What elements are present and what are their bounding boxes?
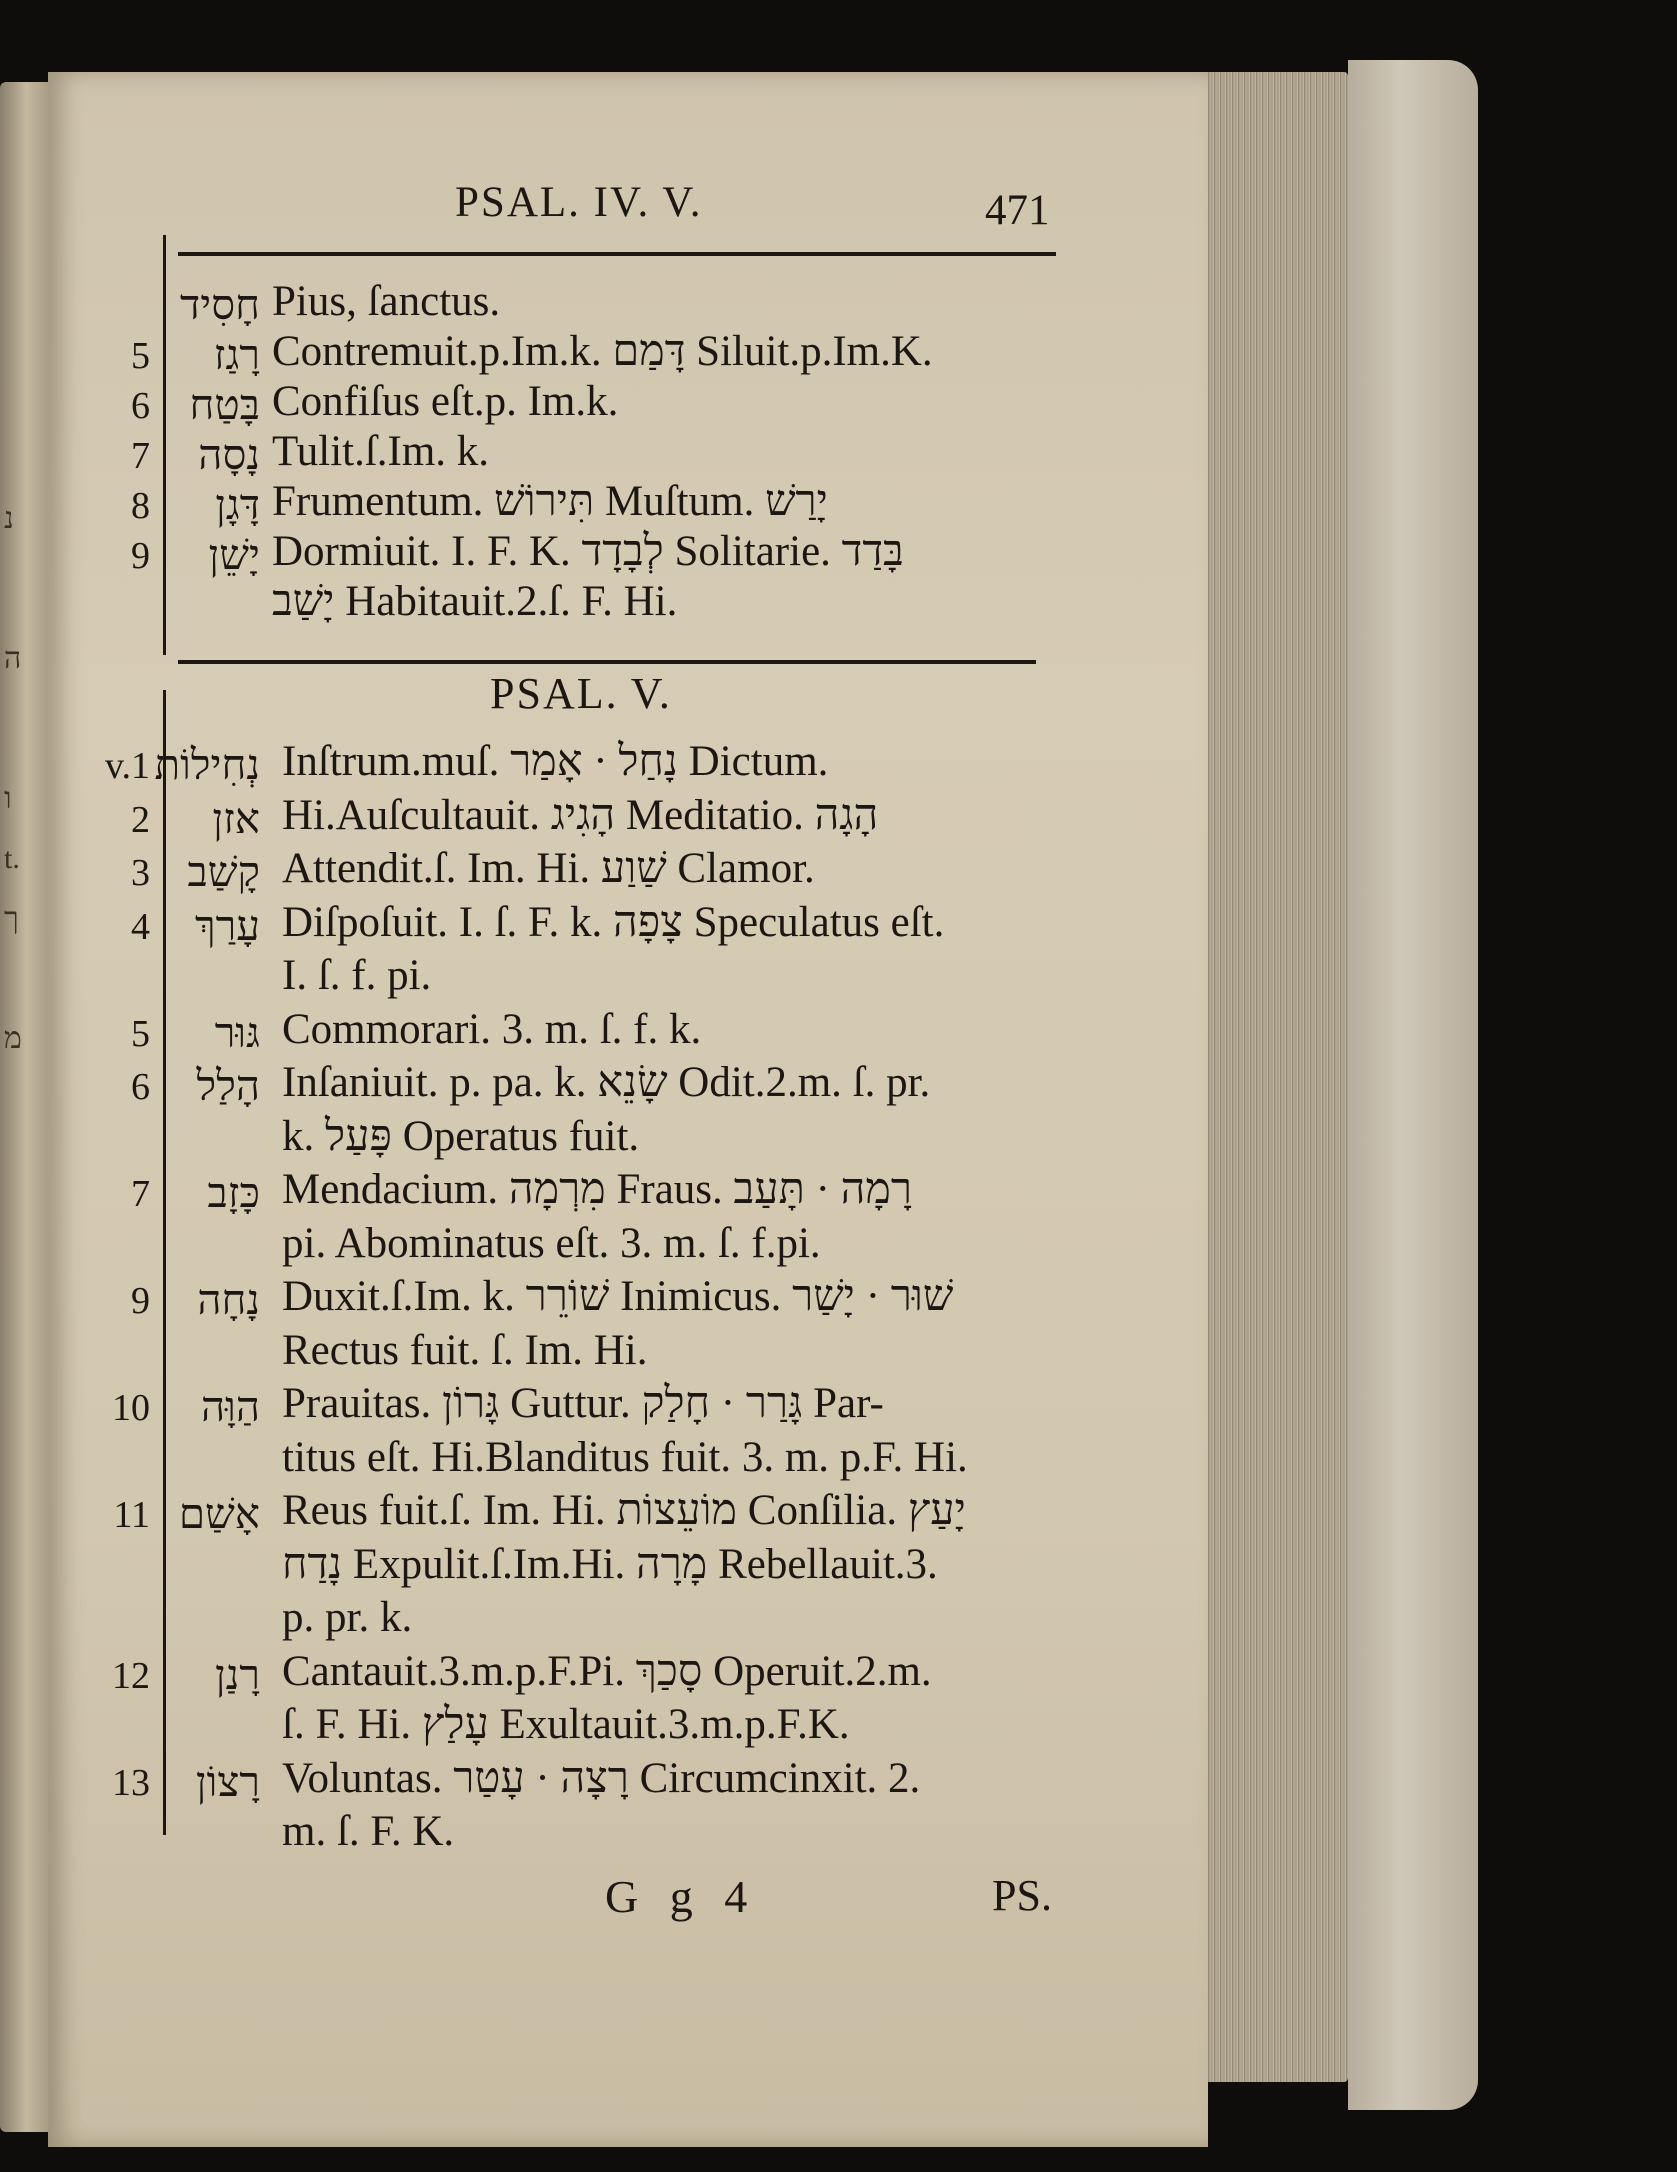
gloss-text: Inſaniuit. p. pa. k. שָׂנֵא Odit.2.m. ſ. pr. bbox=[282, 1059, 931, 1106]
prev-page-mark: מ bbox=[4, 1022, 22, 1055]
hebrew-headword: הָלַל bbox=[196, 1061, 260, 1110]
gloss-text: Dormiuit. I. F. K. לְבָדָד Solitarie. בָּדַד bbox=[272, 528, 904, 575]
verse-number: 10 bbox=[112, 1387, 150, 1429]
hebrew-headword: הַוָּה bbox=[200, 1382, 260, 1431]
verse-number: 9 bbox=[131, 535, 150, 577]
hebrew-headword: רָצוֹן bbox=[195, 1756, 260, 1806]
hebrew-headword: רָגַז bbox=[213, 330, 260, 379]
verse-number: 2 bbox=[131, 798, 150, 841]
section-rule bbox=[178, 660, 1036, 664]
section-title: PSAL. V. bbox=[490, 669, 672, 718]
verse-number: 5 bbox=[131, 335, 150, 377]
header-rule bbox=[178, 252, 1056, 256]
margin-rule-bottom bbox=[163, 690, 166, 1835]
verse-number: 11 bbox=[113, 1494, 150, 1536]
gloss-text: pi. Abominatus eſt. 3. m. ſ. f.pi. bbox=[282, 1219, 821, 1267]
page-block-edge bbox=[1208, 72, 1348, 2082]
gloss-text: Diſpoſuit. I. ſ. F. k. צָפָה Speculatus eſt. bbox=[282, 898, 945, 946]
prev-page-mark: ה bbox=[4, 642, 22, 675]
verse-number: 9 bbox=[131, 1280, 150, 1322]
gloss-text: Frumentum. תִּירוֹשׁ Muſtum. יָרַשׁ bbox=[272, 478, 828, 525]
verse-number: 4 bbox=[131, 905, 150, 948]
verse-number: 12 bbox=[112, 1654, 150, 1697]
verse-number: 6 bbox=[131, 385, 150, 427]
hebrew-headword: חָסִיד bbox=[180, 280, 260, 329]
previous-page-edge bbox=[0, 82, 48, 2132]
hebrew-headword: יָשֵׁן bbox=[208, 530, 260, 579]
gloss-text: k. פָּעַל Operatus fuit. bbox=[282, 1112, 640, 1160]
catchword: PS. bbox=[992, 1871, 1052, 1920]
gloss-text: Cantauit.3.m.p.F.Pi. סָכַךְ Operuit.2.m. bbox=[282, 1647, 932, 1695]
gloss-text: m. ſ. F. K. bbox=[282, 1808, 455, 1855]
hebrew-headword: בָּטַח bbox=[189, 380, 260, 429]
hebrew-headword: רָנַן bbox=[215, 1649, 260, 1699]
gloss-text: Attendit.ſ. Im. Hi. שַׁוַע Clamor. bbox=[282, 845, 815, 892]
gloss-text: Reus fuit.ſ. Im. Hi. מוֹעֵצוֹת Conſilia. יָעַץ bbox=[282, 1487, 966, 1534]
gloss-text: Hi.Auſcultauit. הָגִיג Meditatio. הָגָה bbox=[282, 791, 879, 839]
gloss-text: Commorari. 3. m. ſ. f. k. bbox=[282, 1005, 702, 1053]
gloss-text: Pius, ſanctus. bbox=[272, 278, 501, 325]
gloss-text: I. ſ. f. pi. bbox=[282, 952, 432, 999]
verse-number: 8 bbox=[131, 485, 150, 527]
gloss-text: p. pr. k. bbox=[282, 1594, 413, 1641]
hebrew-headword: עָרַךְ bbox=[194, 900, 260, 950]
verse-number: 7 bbox=[131, 435, 150, 477]
hebrew-headword: דָּגָן bbox=[215, 480, 260, 529]
gloss-text: Inſtrum.muſ. נָחַל · אָמַר Dictum. bbox=[282, 738, 829, 785]
hebrew-headword: כָּזָב bbox=[207, 1168, 260, 1217]
hebrew-headword: נָסָה bbox=[198, 430, 260, 479]
verse-number: 7 bbox=[131, 1173, 150, 1215]
hebrew-headword: קָשַׁב bbox=[187, 847, 260, 896]
verse-number: 13 bbox=[112, 1761, 150, 1804]
gloss-text: יָשַׁב Habitauit.2.ſ. F. Hi. bbox=[272, 578, 678, 625]
gloss-text: Tulit.ſ.Im. k. bbox=[272, 428, 490, 475]
prev-page-mark: ך bbox=[4, 902, 19, 935]
hebrew-headword: גּוּר bbox=[214, 1007, 260, 1057]
verse-number: v.1 bbox=[104, 745, 150, 787]
gloss-text: Duxit.ſ.Im. k. שׁוֹרֵר Inimicus. שׁוּר · יָשַׁר bbox=[282, 1273, 954, 1320]
verse-number: 5 bbox=[131, 1012, 150, 1055]
gloss-text: Voluntas. רָצָה · עָטַר Circumcinxit. 2. bbox=[282, 1754, 921, 1802]
hebrew-headword: נָחָה bbox=[197, 1275, 260, 1324]
page-number: 471 bbox=[985, 187, 1050, 234]
hebrew-headword: נְחִילוֹת bbox=[154, 740, 260, 789]
signature-mark: G g 4 bbox=[605, 1871, 758, 1922]
hebrew-headword: אזן bbox=[212, 793, 260, 843]
book-cover bbox=[1348, 60, 1478, 2110]
gloss-text: Prauitas. גָּרוֹן Guttur. גָּרַר · חָלַק Par- bbox=[282, 1380, 884, 1427]
verse-number: 6 bbox=[131, 1066, 150, 1108]
prev-page-mark: ו bbox=[4, 782, 12, 815]
gloss-text: Confiſus eſt.p. Im.k. bbox=[272, 378, 619, 425]
prev-page-mark: נ bbox=[4, 502, 14, 535]
running-head: PSAL. IV. V. bbox=[455, 179, 703, 226]
gloss-text: titus eſt. Hi.Blanditus fuit. 3. m. p.F. Hi. bbox=[282, 1433, 968, 1481]
gloss-text: ſ. F. Hi. עָלַץ Exultauit.3.m.p.F.K. bbox=[282, 1701, 850, 1748]
gloss-text: Contremuit.p.Im.k. דָּמַם Siluit.p.Im.K. bbox=[272, 328, 933, 375]
gloss-text: נָדַח Expulit.ſ.Im.Hi. מָרָה Rebellauit.3. bbox=[282, 1540, 938, 1588]
prev-page-mark: t. bbox=[4, 842, 20, 875]
hebrew-headword: אָשַׁם bbox=[178, 1489, 260, 1538]
gloss-text: Mendacium. מִרְמָה Fraus. רָמָה · תָּעַב bbox=[282, 1166, 912, 1213]
verse-number: 3 bbox=[131, 852, 150, 894]
margin-rule-top bbox=[163, 235, 166, 655]
gloss-text: Rectus fuit. ſ. Im. Hi. bbox=[282, 1326, 648, 1374]
